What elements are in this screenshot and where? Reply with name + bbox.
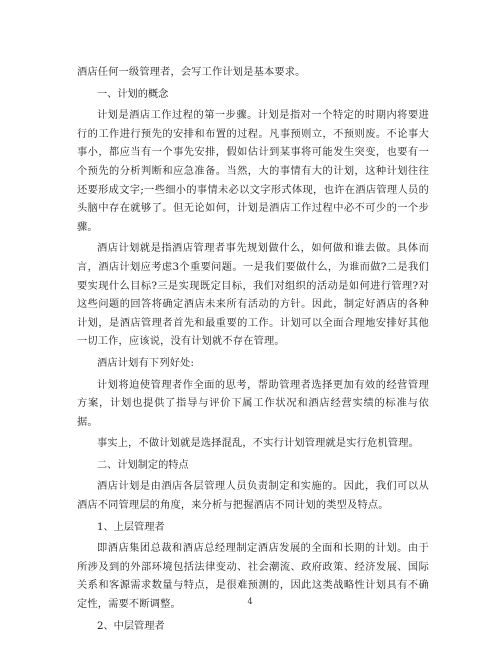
paragraph-plan-definition: 计划是酒店工作过程的第一步骤。计划是指对一个特定的时期内将要进行的工作进行预先的安排和布置的过程。凡事预则立，不预则废。不论事大事小，都应当有一个事先安排，假如估计到某事将可能发生突变，也要有一个预先的分析判断和应急准备。当然，大的事情有大的计划，这种计划往往还要形成文字;一些细小的事情未必以文字形式体现，也许在酒店管理人员的头脑中存在就够了。但无论如何，计划是酒店工作过程中必不可少的一个步骤。 xyxy=(77,110,429,233)
section-heading-concept: 一、计划的概念 xyxy=(97,88,169,100)
paragraph-levels: 酒店计划是由酒店各层管理人员负责制定和实施的。因此，我们可以从酒店不同管理层的角度，来分析与把握酒店不同计划的类型及特点。 xyxy=(77,481,429,512)
paragraph-benefits-intro: 酒店计划有下列好处: xyxy=(97,357,195,369)
paragraph-intro: 酒店任何一级管理者，会写工作计划是基本要求。 xyxy=(77,67,306,78)
paragraph-plan-questions: 酒店计划就是指酒店管理者事先规划做什么，如何做和谁去做。具体而言，酒店计划应考虑3个重要问题。一是我们要做什么，为谁而做?二是我们要实现什么目标?三是实现既定目标，我们对组织的活动是如何进行管理?对这些问题的回答将确定酒店未来所有活动的方针。因此，制定好酒店的各种计划，是酒店管理者首先和最重要的工作。计划可以全面合理地安排好其他一切工作，应该说，没有计划就不存在管理。 xyxy=(77,243,429,348)
subheading-middle-management: 2、中层管理者 xyxy=(97,620,165,632)
page-number: 4 xyxy=(247,597,253,606)
paragraph-chaos: 事实上，不做计划就是选择混乱，不实行计划管理就是实行危机管理。 xyxy=(97,438,420,450)
subheading-upper-management: 1、上层管理者 xyxy=(97,521,165,533)
document-body xyxy=(77,64,429,639)
section-heading-features: 二、计划制定的特点 xyxy=(97,459,189,471)
paragraph-benefits: 计划将迫使管理者作全面的思考，帮助管理者选择更加有效的经营管理方案，计划也提供了指导与评价下属工作状况和酒店经营实绩的标准与依据。 xyxy=(77,379,429,428)
paragraph-upper-management: 即酒店集团总裁和酒店总经理制定酒店发展的全面和长期的计划。由于所涉及到的外部环境包括法律变动、社会潮流、政府政策、经济发展、国际关系和客源需求数量与特点，是很难预测的，因此这类战略性计划具有不确定性，需要不断调整。 xyxy=(77,543,429,611)
